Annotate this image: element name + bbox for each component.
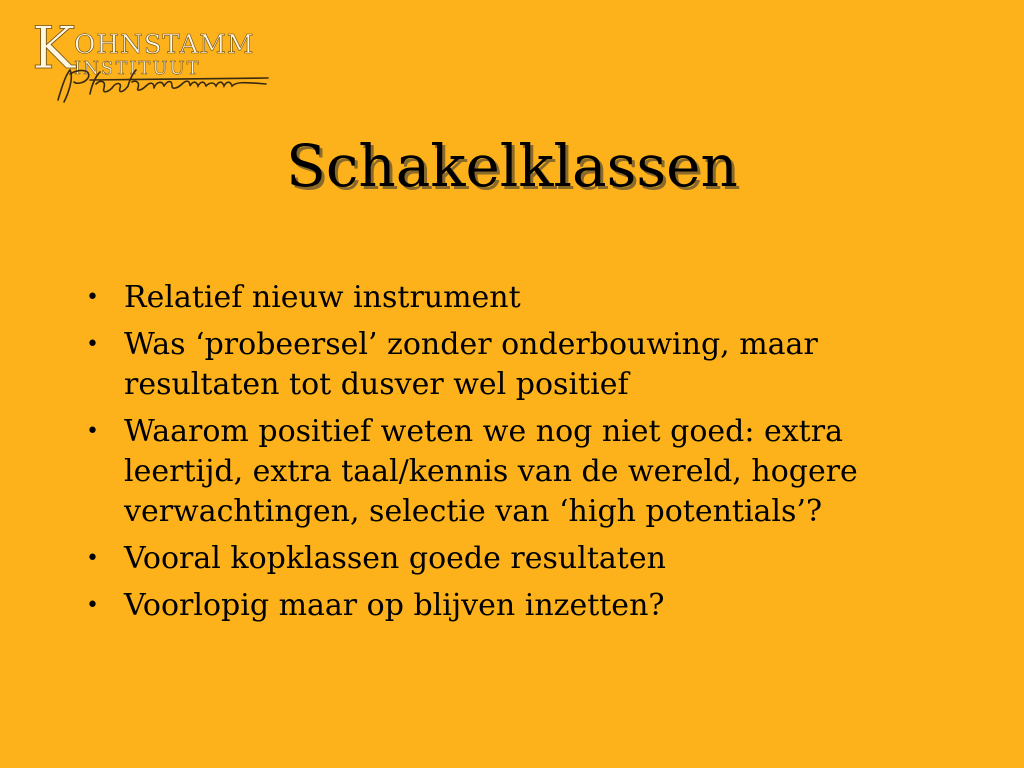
bullet-marker: • <box>86 332 99 357</box>
slide-title: Schakelklassen <box>286 132 738 200</box>
bullet-item <box>86 412 946 532</box>
kohnstamm-logo-graphic <box>30 8 280 108</box>
bullet-item <box>86 325 946 405</box>
bullet-marker: • <box>86 285 99 310</box>
bullet-item <box>86 539 946 579</box>
kohnstamm-logo <box>30 8 280 108</box>
logo-name-line2: INSTITUUT <box>74 58 201 79</box>
bullet-text: Relatief nieuw instrument <box>124 280 521 315</box>
bullet-list <box>86 278 946 633</box>
bullet-text: Waarom positief weten we nog niet goed: extra leertijd, extra taal/kennis van de wereld, hogere verwachtingen, selectie van ‘high potentials’? <box>124 414 858 529</box>
bullet-marker: • <box>86 546 99 571</box>
bullet-marker: • <box>86 419 99 444</box>
bullet-text: Voorlopig maar op blijven inzetten? <box>124 588 665 623</box>
bullet-marker: • <box>86 593 99 618</box>
bullet-item <box>86 278 946 318</box>
logo-name-line1: OHNSTAMM <box>74 30 255 60</box>
bullet-text: Was ‘probeersel’ zonder onderbouwing, maar resultaten tot dusver wel positief <box>124 327 818 402</box>
bullet-item <box>86 586 946 626</box>
bullet-text: Vooral kopklassen goede resultaten <box>124 541 666 576</box>
logo-k-letter: K <box>32 14 76 82</box>
